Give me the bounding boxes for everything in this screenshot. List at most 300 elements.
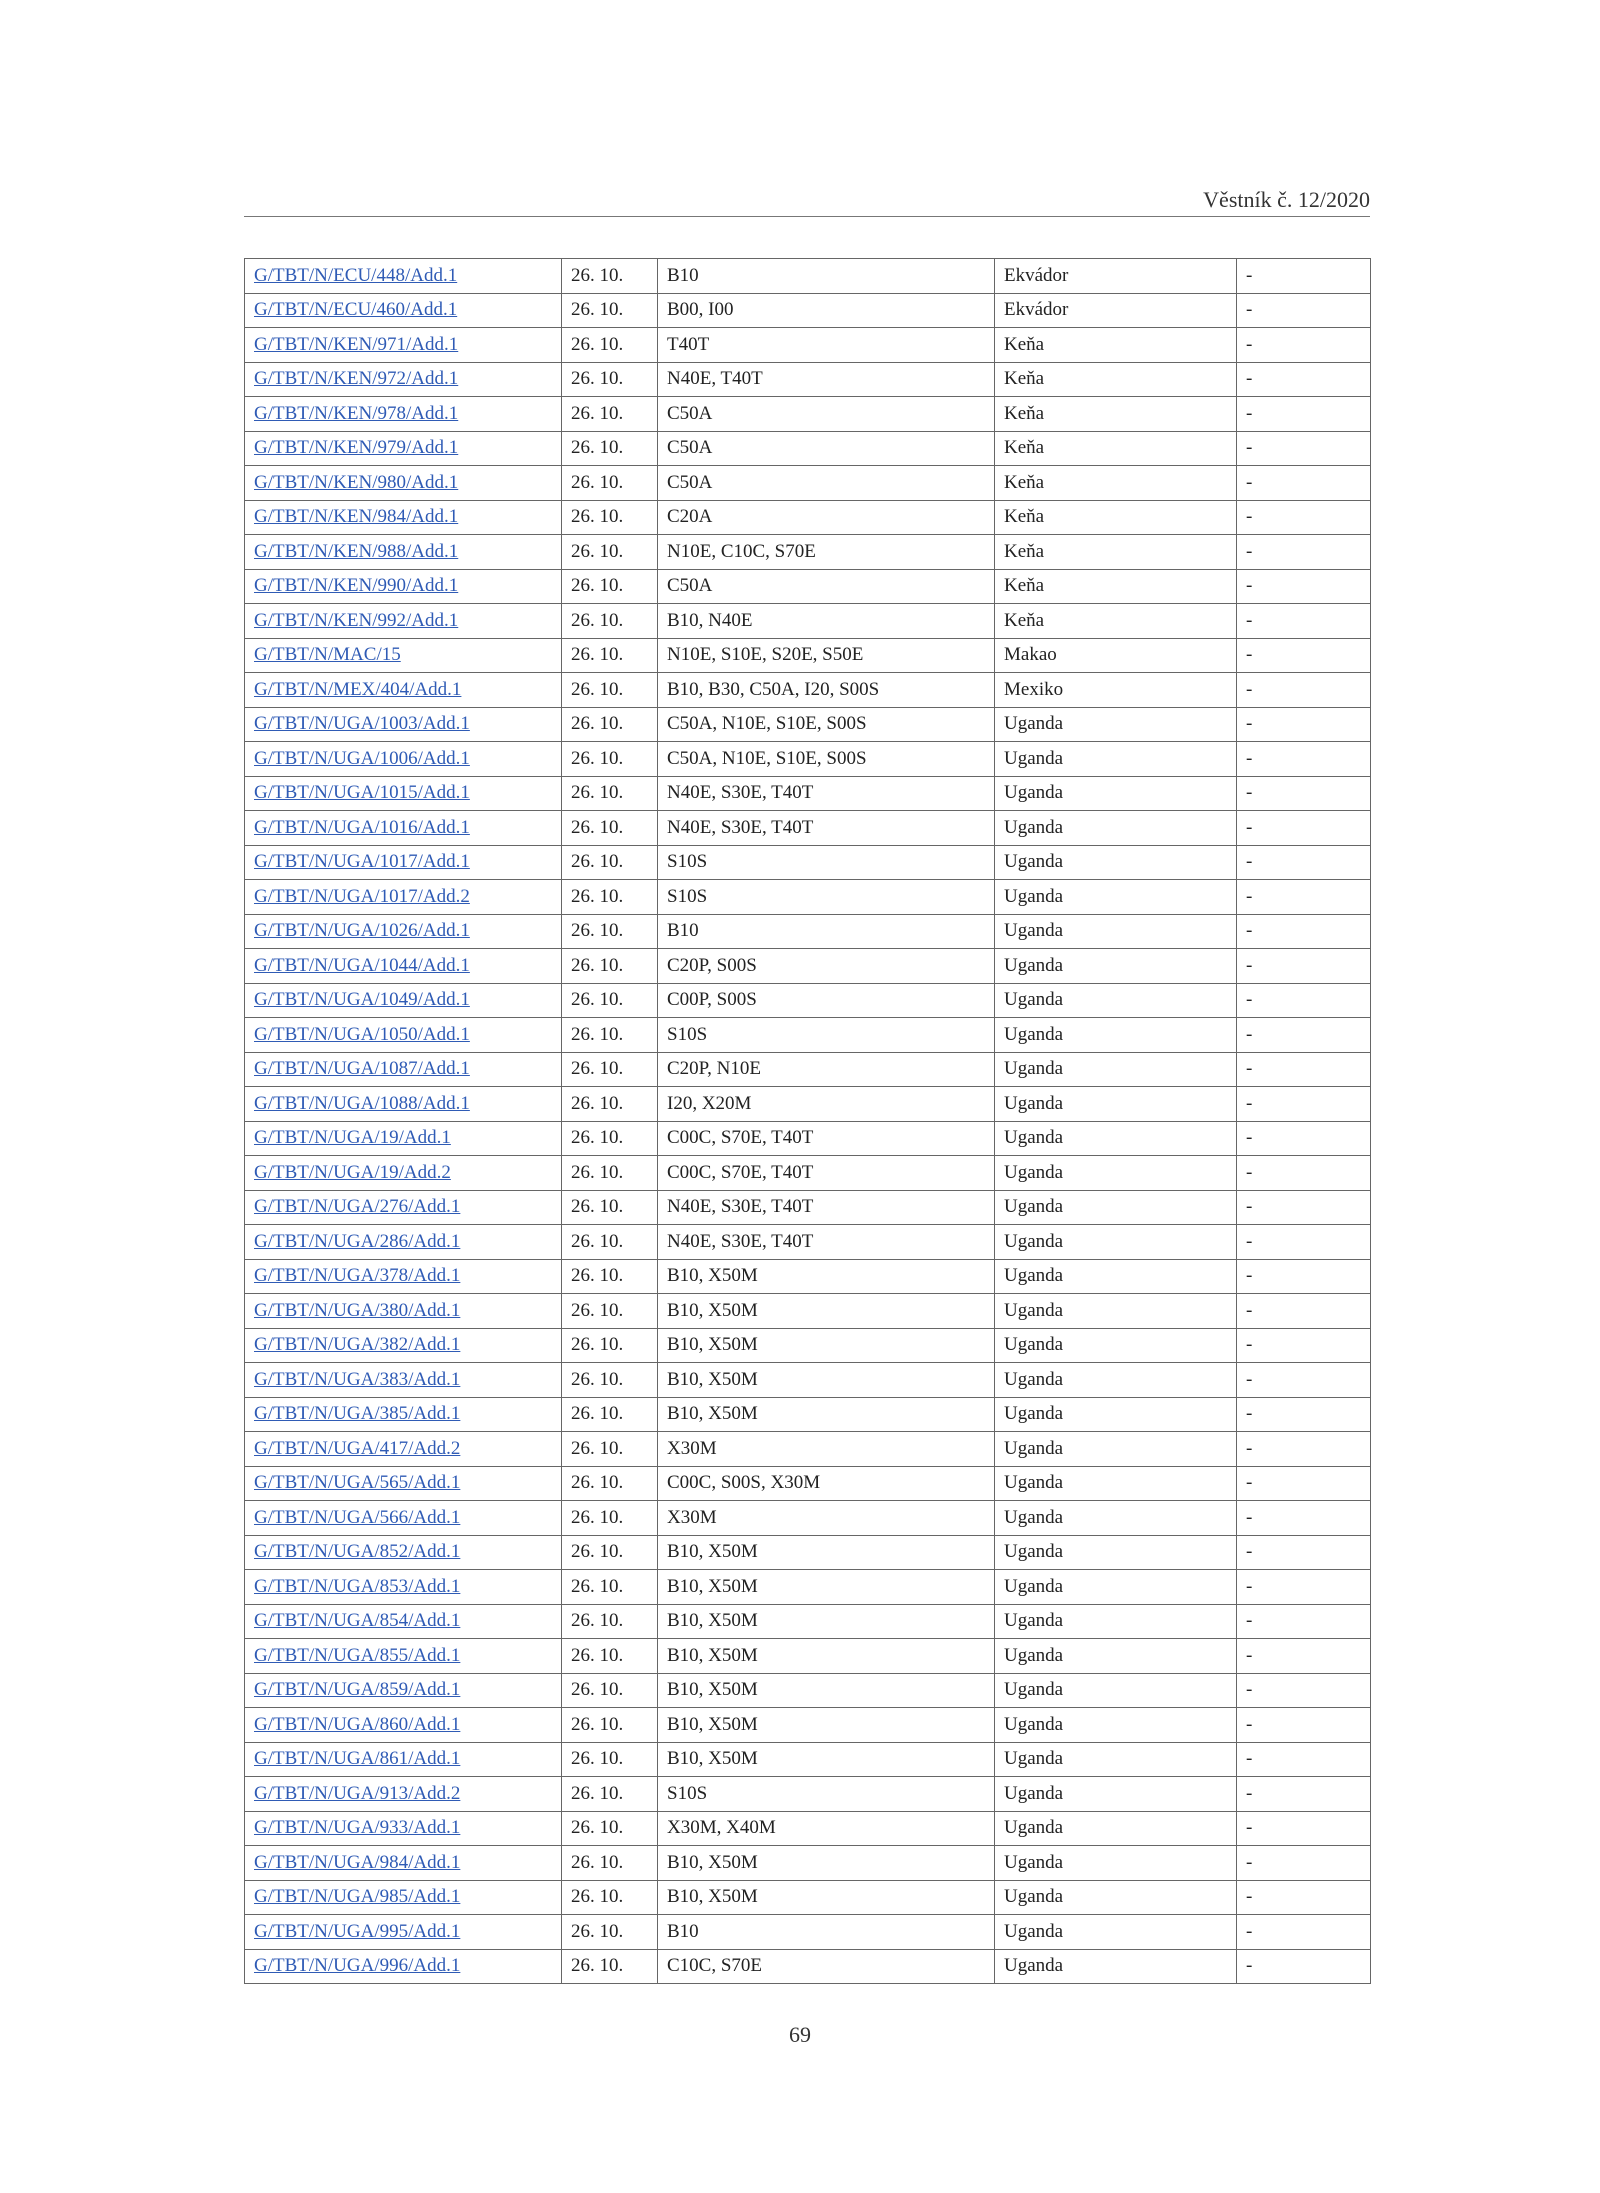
table-row — [245, 569, 1371, 604]
document-link[interactable]: G/TBT/N/UGA/855/Add.1 — [254, 1644, 461, 1666]
date-cell: 26. 10. — [562, 1708, 658, 1743]
document-link[interactable]: G/TBT/N/KEN/984/Add.1 — [254, 506, 459, 528]
document-link[interactable]: G/TBT/N/UGA/861/Add.1 — [254, 1748, 461, 1770]
table-row — [245, 1742, 1371, 1777]
date-cell: 26. 10. — [562, 1466, 658, 1501]
note-cell: - — [1237, 1949, 1371, 1984]
codes-cell: N40E, S30E, T40T — [658, 776, 995, 811]
document-link[interactable]: G/TBT/N/ECU/460/Add.1 — [254, 299, 458, 321]
codes-cell: B10 — [658, 259, 995, 294]
country-cell: Uganda — [995, 1018, 1237, 1053]
country-cell: Uganda — [995, 1225, 1237, 1260]
codes-cell: X30M — [658, 1432, 995, 1467]
country-cell: Uganda — [995, 1259, 1237, 1294]
document-link — [245, 673, 562, 708]
country-cell: Keňa — [995, 500, 1237, 535]
document-link — [245, 1915, 562, 1950]
note-cell: - — [1237, 1673, 1371, 1708]
codes-cell: B10, B30, C50A, I20, S00S — [658, 673, 995, 708]
country-cell: Uganda — [995, 1880, 1237, 1915]
codes-cell: N10E, C10C, S70E — [658, 535, 995, 570]
date-cell: 26. 10. — [562, 845, 658, 880]
country-cell: Uganda — [995, 1432, 1237, 1467]
codes-cell: C10C, S70E — [658, 1949, 995, 1984]
codes-cell: B10, X50M — [658, 1639, 995, 1674]
note-cell: - — [1237, 1535, 1371, 1570]
codes-cell: N40E, T40T — [658, 362, 995, 397]
document-link — [245, 638, 562, 673]
note-cell: - — [1237, 1328, 1371, 1363]
date-cell: 26. 10. — [562, 638, 658, 673]
document-link[interactable]: G/TBT/N/UGA/996/Add.1 — [254, 1955, 461, 1977]
table-row — [245, 397, 1371, 432]
codes-cell: C20A — [658, 500, 995, 535]
country-cell: Keňa — [995, 466, 1237, 501]
document-link — [245, 1570, 562, 1605]
country-cell: Uganda — [995, 707, 1237, 742]
document-link — [245, 1259, 562, 1294]
document-link[interactable]: G/TBT/N/UGA/1003/Add.1 — [254, 713, 470, 735]
note-cell: - — [1237, 293, 1371, 328]
date-cell: 26. 10. — [562, 811, 658, 846]
document-link — [245, 1777, 562, 1812]
date-cell: 26. 10. — [562, 328, 658, 363]
date-cell: 26. 10. — [562, 1880, 658, 1915]
note-cell: - — [1237, 1604, 1371, 1639]
country-cell: Keňa — [995, 569, 1237, 604]
table-row — [245, 1121, 1371, 1156]
document-link[interactable]: G/TBT/N/UGA/1017/Add.1 — [254, 851, 470, 873]
document-link[interactable]: G/TBT/N/KEN/979/Add.1 — [254, 437, 459, 459]
codes-cell: C00P, S00S — [658, 983, 995, 1018]
note-cell: - — [1237, 1156, 1371, 1191]
country-cell: Uganda — [995, 1052, 1237, 1087]
document-link[interactable]: G/TBT/N/UGA/913/Add.2 — [254, 1782, 461, 1804]
note-cell: - — [1237, 1708, 1371, 1743]
table-row — [245, 707, 1371, 742]
codes-cell: C50A, N10E, S10E, S00S — [658, 707, 995, 742]
date-cell: 26. 10. — [562, 1156, 658, 1191]
table-row — [245, 1639, 1371, 1674]
note-cell: - — [1237, 1259, 1371, 1294]
table-row — [245, 259, 1371, 294]
note-cell: - — [1237, 880, 1371, 915]
codes-cell: B10, X50M — [658, 1708, 995, 1743]
country-cell: Uganda — [995, 776, 1237, 811]
codes-cell: B10, X50M — [658, 1742, 995, 1777]
document-link — [245, 1328, 562, 1363]
date-cell: 26. 10. — [562, 500, 658, 535]
document-link — [245, 1052, 562, 1087]
note-cell: - — [1237, 1363, 1371, 1398]
note-cell: - — [1237, 569, 1371, 604]
note-cell: - — [1237, 604, 1371, 639]
note-cell: - — [1237, 1121, 1371, 1156]
document-link — [245, 1501, 562, 1536]
document-link — [245, 1880, 562, 1915]
document-link[interactable]: G/TBT/N/UGA/1016/Add.1 — [254, 816, 470, 838]
codes-cell: B10, X50M — [658, 1294, 995, 1329]
country-cell: Uganda — [995, 1673, 1237, 1708]
document-link — [245, 1604, 562, 1639]
document-link[interactable]: G/TBT/N/UGA/19/Add.1 — [254, 1127, 451, 1149]
document-link — [245, 259, 562, 294]
table-row — [245, 880, 1371, 915]
document-link — [245, 604, 562, 639]
country-cell: Uganda — [995, 1190, 1237, 1225]
document-link[interactable]: G/TBT/N/UGA/995/Add.1 — [254, 1920, 461, 1942]
country-cell: Uganda — [995, 1121, 1237, 1156]
country-cell: Uganda — [995, 742, 1237, 777]
codes-cell: B10, X50M — [658, 1673, 995, 1708]
date-cell: 26. 10. — [562, 1846, 658, 1881]
table-row — [245, 328, 1371, 363]
table-row — [245, 1949, 1371, 1984]
document-link — [245, 949, 562, 984]
note-cell: - — [1237, 1811, 1371, 1846]
note-cell: - — [1237, 707, 1371, 742]
date-cell: 26. 10. — [562, 431, 658, 466]
codes-cell: C20P, S00S — [658, 949, 995, 984]
date-cell: 26. 10. — [562, 673, 658, 708]
table-row — [245, 1156, 1371, 1191]
document-link[interactable]: G/TBT/N/UGA/853/Add.1 — [254, 1575, 461, 1597]
table-row — [245, 1432, 1371, 1467]
country-cell: Uganda — [995, 1294, 1237, 1329]
document-link[interactable]: G/TBT/N/UGA/417/Add.2 — [254, 1437, 461, 1459]
date-cell: 26. 10. — [562, 1639, 658, 1674]
document-link[interactable]: G/TBT/N/UGA/1087/Add.1 — [254, 1058, 470, 1080]
codes-cell: T40T — [658, 328, 995, 363]
country-cell: Uganda — [995, 1742, 1237, 1777]
country-cell: Uganda — [995, 1949, 1237, 1984]
table-body — [245, 259, 1371, 1984]
date-cell: 26. 10. — [562, 1259, 658, 1294]
document-link — [245, 1639, 562, 1674]
note-cell: - — [1237, 1915, 1371, 1950]
codes-cell: B10, X50M — [658, 1328, 995, 1363]
table-row — [245, 1777, 1371, 1812]
document-link[interactable]: G/TBT/N/UGA/566/Add.1 — [254, 1506, 461, 1528]
document-link[interactable]: G/TBT/N/UGA/1050/Add.1 — [254, 1023, 470, 1045]
table-row — [245, 293, 1371, 328]
codes-cell: N40E, S30E, T40T — [658, 1225, 995, 1260]
country-cell: Uganda — [995, 1915, 1237, 1950]
note-cell: - — [1237, 1397, 1371, 1432]
codes-cell: S10S — [658, 845, 995, 880]
table-row — [245, 1052, 1371, 1087]
document-link — [245, 1811, 562, 1846]
document-link — [245, 880, 562, 915]
document-link[interactable]: G/TBT/N/KEN/972/Add.1 — [254, 368, 459, 390]
codes-cell: B10, X50M — [658, 1363, 995, 1398]
table-row — [245, 1259, 1371, 1294]
date-cell: 26. 10. — [562, 1777, 658, 1812]
country-cell: Uganda — [995, 880, 1237, 915]
document-link[interactable]: G/TBT/N/MAC/15 — [254, 644, 401, 666]
codes-cell: B10, X50M — [658, 1846, 995, 1881]
document-link — [245, 500, 562, 535]
document-link[interactable]: G/TBT/N/UGA/1026/Add.1 — [254, 920, 470, 942]
document-link — [245, 1087, 562, 1122]
note-cell: - — [1237, 1190, 1371, 1225]
document-link[interactable]: G/TBT/N/UGA/1088/Add.1 — [254, 1092, 470, 1114]
note-cell: - — [1237, 466, 1371, 501]
country-cell: Uganda — [995, 845, 1237, 880]
date-cell: 26. 10. — [562, 1604, 658, 1639]
note-cell: - — [1237, 742, 1371, 777]
document-link — [245, 1742, 562, 1777]
document-link — [245, 1708, 562, 1743]
document-link[interactable]: G/TBT/N/UGA/984/Add.1 — [254, 1851, 461, 1873]
document-link[interactable]: G/TBT/N/UGA/854/Add.1 — [254, 1610, 461, 1632]
document-link[interactable]: G/TBT/N/UGA/378/Add.1 — [254, 1265, 461, 1287]
table-row — [245, 604, 1371, 639]
document-link[interactable]: G/TBT/N/UGA/276/Add.1 — [254, 1196, 461, 1218]
note-cell: - — [1237, 914, 1371, 949]
document-link — [245, 1949, 562, 1984]
note-cell: - — [1237, 1018, 1371, 1053]
date-cell: 26. 10. — [562, 1432, 658, 1467]
country-cell: Keňa — [995, 328, 1237, 363]
document-link[interactable]: G/TBT/N/UGA/1044/Add.1 — [254, 954, 470, 976]
note-cell: - — [1237, 776, 1371, 811]
codes-cell: S10S — [658, 1018, 995, 1053]
date-cell: 26. 10. — [562, 1949, 658, 1984]
date-cell: 26. 10. — [562, 1673, 658, 1708]
table-row — [245, 673, 1371, 708]
country-cell: Uganda — [995, 1846, 1237, 1881]
note-cell: - — [1237, 1501, 1371, 1536]
codes-cell: C50A — [658, 431, 995, 466]
document-link — [245, 535, 562, 570]
document-link[interactable]: G/TBT/N/KEN/971/Add.1 — [254, 333, 459, 355]
note-cell: - — [1237, 983, 1371, 1018]
table-row — [245, 1328, 1371, 1363]
document-link[interactable]: G/TBT/N/UGA/382/Add.1 — [254, 1334, 461, 1356]
table-row — [245, 431, 1371, 466]
date-cell: 26. 10. — [562, 776, 658, 811]
table-row — [245, 845, 1371, 880]
document-link[interactable]: G/TBT/N/UGA/1006/Add.1 — [254, 747, 470, 769]
note-cell: - — [1237, 328, 1371, 363]
document-link — [245, 707, 562, 742]
note-cell: - — [1237, 431, 1371, 466]
country-cell: Ekvádor — [995, 293, 1237, 328]
table-row — [245, 983, 1371, 1018]
note-cell: - — [1237, 1466, 1371, 1501]
codes-cell: B10, X50M — [658, 1535, 995, 1570]
date-cell: 26. 10. — [562, 1225, 658, 1260]
document-link — [245, 1846, 562, 1881]
date-cell: 26. 10. — [562, 983, 658, 1018]
country-cell: Uganda — [995, 1363, 1237, 1398]
document-link[interactable]: G/TBT/N/ECU/448/Add.1 — [254, 264, 458, 286]
note-cell: - — [1237, 1294, 1371, 1329]
codes-cell: C50A, N10E, S10E, S00S — [658, 742, 995, 777]
page-number: 69 — [789, 2022, 811, 2047]
document-link[interactable]: G/TBT/N/KEN/990/Add.1 — [254, 575, 459, 597]
country-cell: Makao — [995, 638, 1237, 673]
document-link — [245, 1397, 562, 1432]
document-link[interactable]: G/TBT/N/MEX/404/Add.1 — [254, 678, 462, 700]
document-link — [245, 1156, 562, 1191]
country-cell: Uganda — [995, 949, 1237, 984]
document-link[interactable]: G/TBT/N/UGA/19/Add.2 — [254, 1161, 451, 1183]
codes-cell: B10, X50M — [658, 1604, 995, 1639]
codes-cell: B10, X50M — [658, 1570, 995, 1605]
codes-cell: X30M, X40M — [658, 1811, 995, 1846]
document-link — [245, 362, 562, 397]
note-cell: - — [1237, 845, 1371, 880]
table-row — [245, 1466, 1371, 1501]
country-cell: Uganda — [995, 1087, 1237, 1122]
country-cell: Uganda — [995, 1397, 1237, 1432]
codes-cell: B10, X50M — [658, 1880, 995, 1915]
note-cell: - — [1237, 1777, 1371, 1812]
date-cell: 26. 10. — [562, 742, 658, 777]
date-cell: 26. 10. — [562, 259, 658, 294]
document-link[interactable]: G/TBT/N/KEN/992/Add.1 — [254, 609, 459, 631]
document-link[interactable]: G/TBT/N/UGA/1015/Add.1 — [254, 782, 470, 804]
document-link[interactable]: G/TBT/N/KEN/978/Add.1 — [254, 402, 459, 424]
date-cell: 26. 10. — [562, 1811, 658, 1846]
table-row — [245, 811, 1371, 846]
note-cell: - — [1237, 500, 1371, 535]
date-cell: 26. 10. — [562, 1363, 658, 1398]
table-row — [245, 1604, 1371, 1639]
document-link — [245, 328, 562, 363]
country-cell: Uganda — [995, 1811, 1237, 1846]
codes-cell: C50A — [658, 569, 995, 604]
table-row — [245, 638, 1371, 673]
table-row — [245, 1811, 1371, 1846]
document-link[interactable]: G/TBT/N/UGA/852/Add.1 — [254, 1541, 461, 1563]
bulletin-title: Věstník č. 12/2020 — [1203, 187, 1370, 212]
document-link[interactable]: G/TBT/N/UGA/1049/Add.1 — [254, 989, 470, 1011]
country-cell: Uganda — [995, 1156, 1237, 1191]
document-link — [245, 1121, 562, 1156]
document-link — [245, 1535, 562, 1570]
codes-cell: C50A — [658, 466, 995, 501]
document-link[interactable]: G/TBT/N/UGA/1017/Add.2 — [254, 885, 470, 907]
country-cell: Uganda — [995, 1466, 1237, 1501]
note-cell: - — [1237, 1052, 1371, 1087]
date-cell: 26. 10. — [562, 362, 658, 397]
codes-cell: N40E, S30E, T40T — [658, 1190, 995, 1225]
codes-cell: B00, I00 — [658, 293, 995, 328]
country-cell: Uganda — [995, 811, 1237, 846]
country-cell: Keňa — [995, 362, 1237, 397]
document-link — [245, 431, 562, 466]
country-cell: Keňa — [995, 535, 1237, 570]
document-link[interactable]: G/TBT/N/KEN/988/Add.1 — [254, 540, 459, 562]
date-cell: 26. 10. — [562, 1742, 658, 1777]
codes-cell: C00C, S70E, T40T — [658, 1121, 995, 1156]
table-row — [245, 1225, 1371, 1260]
document-link — [245, 1363, 562, 1398]
note-cell: - — [1237, 638, 1371, 673]
date-cell: 26. 10. — [562, 466, 658, 501]
note-cell: - — [1237, 1570, 1371, 1605]
date-cell: 26. 10. — [562, 569, 658, 604]
date-cell: 26. 10. — [562, 707, 658, 742]
document-link — [245, 983, 562, 1018]
table-row — [245, 500, 1371, 535]
table-row — [245, 1087, 1371, 1122]
codes-cell: C00C, S00S, X30M — [658, 1466, 995, 1501]
date-cell: 26. 10. — [562, 880, 658, 915]
table-row — [245, 914, 1371, 949]
date-cell: 26. 10. — [562, 1052, 658, 1087]
table-row — [245, 1708, 1371, 1743]
date-cell: 26. 10. — [562, 535, 658, 570]
document-link[interactable]: G/TBT/N/UGA/380/Add.1 — [254, 1299, 461, 1321]
table-row — [245, 1846, 1371, 1881]
codes-cell: B10, X50M — [658, 1259, 995, 1294]
document-link[interactable]: G/TBT/N/UGA/565/Add.1 — [254, 1472, 461, 1494]
note-cell: - — [1237, 535, 1371, 570]
document-link[interactable]: G/TBT/N/KEN/980/Add.1 — [254, 471, 459, 493]
document-link[interactable]: G/TBT/N/UGA/286/Add.1 — [254, 1230, 461, 1252]
country-cell: Uganda — [995, 1570, 1237, 1605]
document-link[interactable]: G/TBT/N/UGA/933/Add.1 — [254, 1817, 461, 1839]
document-link[interactable]: G/TBT/N/UGA/859/Add.1 — [254, 1679, 461, 1701]
country-cell: Keňa — [995, 431, 1237, 466]
notifications-table — [244, 258, 1371, 1984]
codes-cell: C00C, S70E, T40T — [658, 1156, 995, 1191]
country-cell: Mexiko — [995, 673, 1237, 708]
date-cell: 26. 10. — [562, 397, 658, 432]
document-link — [245, 1432, 562, 1467]
date-cell: 26. 10. — [562, 293, 658, 328]
country-cell: Keňa — [995, 604, 1237, 639]
codes-cell: S10S — [658, 1777, 995, 1812]
codes-cell: S10S — [658, 880, 995, 915]
document-link — [245, 1466, 562, 1501]
country-cell: Uganda — [995, 1639, 1237, 1674]
document-link — [245, 914, 562, 949]
document-link[interactable]: G/TBT/N/UGA/985/Add.1 — [254, 1886, 461, 1908]
date-cell: 26. 10. — [562, 1294, 658, 1329]
note-cell: - — [1237, 811, 1371, 846]
codes-cell: N40E, S30E, T40T — [658, 811, 995, 846]
note-cell: - — [1237, 1432, 1371, 1467]
date-cell: 26. 10. — [562, 1087, 658, 1122]
document-link — [245, 1225, 562, 1260]
document-link[interactable]: G/TBT/N/UGA/860/Add.1 — [254, 1713, 461, 1735]
document-link[interactable]: G/TBT/N/UGA/385/Add.1 — [254, 1403, 461, 1425]
country-cell: Uganda — [995, 914, 1237, 949]
country-cell: Uganda — [995, 983, 1237, 1018]
document-link — [245, 1294, 562, 1329]
date-cell: 26. 10. — [562, 949, 658, 984]
note-cell: - — [1237, 673, 1371, 708]
country-cell: Uganda — [995, 1535, 1237, 1570]
codes-cell: B10, N40E — [658, 604, 995, 639]
document-link — [245, 466, 562, 501]
document-link — [245, 1673, 562, 1708]
document-link[interactable]: G/TBT/N/UGA/383/Add.1 — [254, 1368, 461, 1390]
codes-cell: N10E, S10E, S20E, S50E — [658, 638, 995, 673]
table-row — [245, 1535, 1371, 1570]
note-cell: - — [1237, 259, 1371, 294]
table-row — [245, 1501, 1371, 1536]
table-row — [245, 1570, 1371, 1605]
country-cell: Uganda — [995, 1604, 1237, 1639]
table-row — [245, 1397, 1371, 1432]
document-link — [245, 811, 562, 846]
